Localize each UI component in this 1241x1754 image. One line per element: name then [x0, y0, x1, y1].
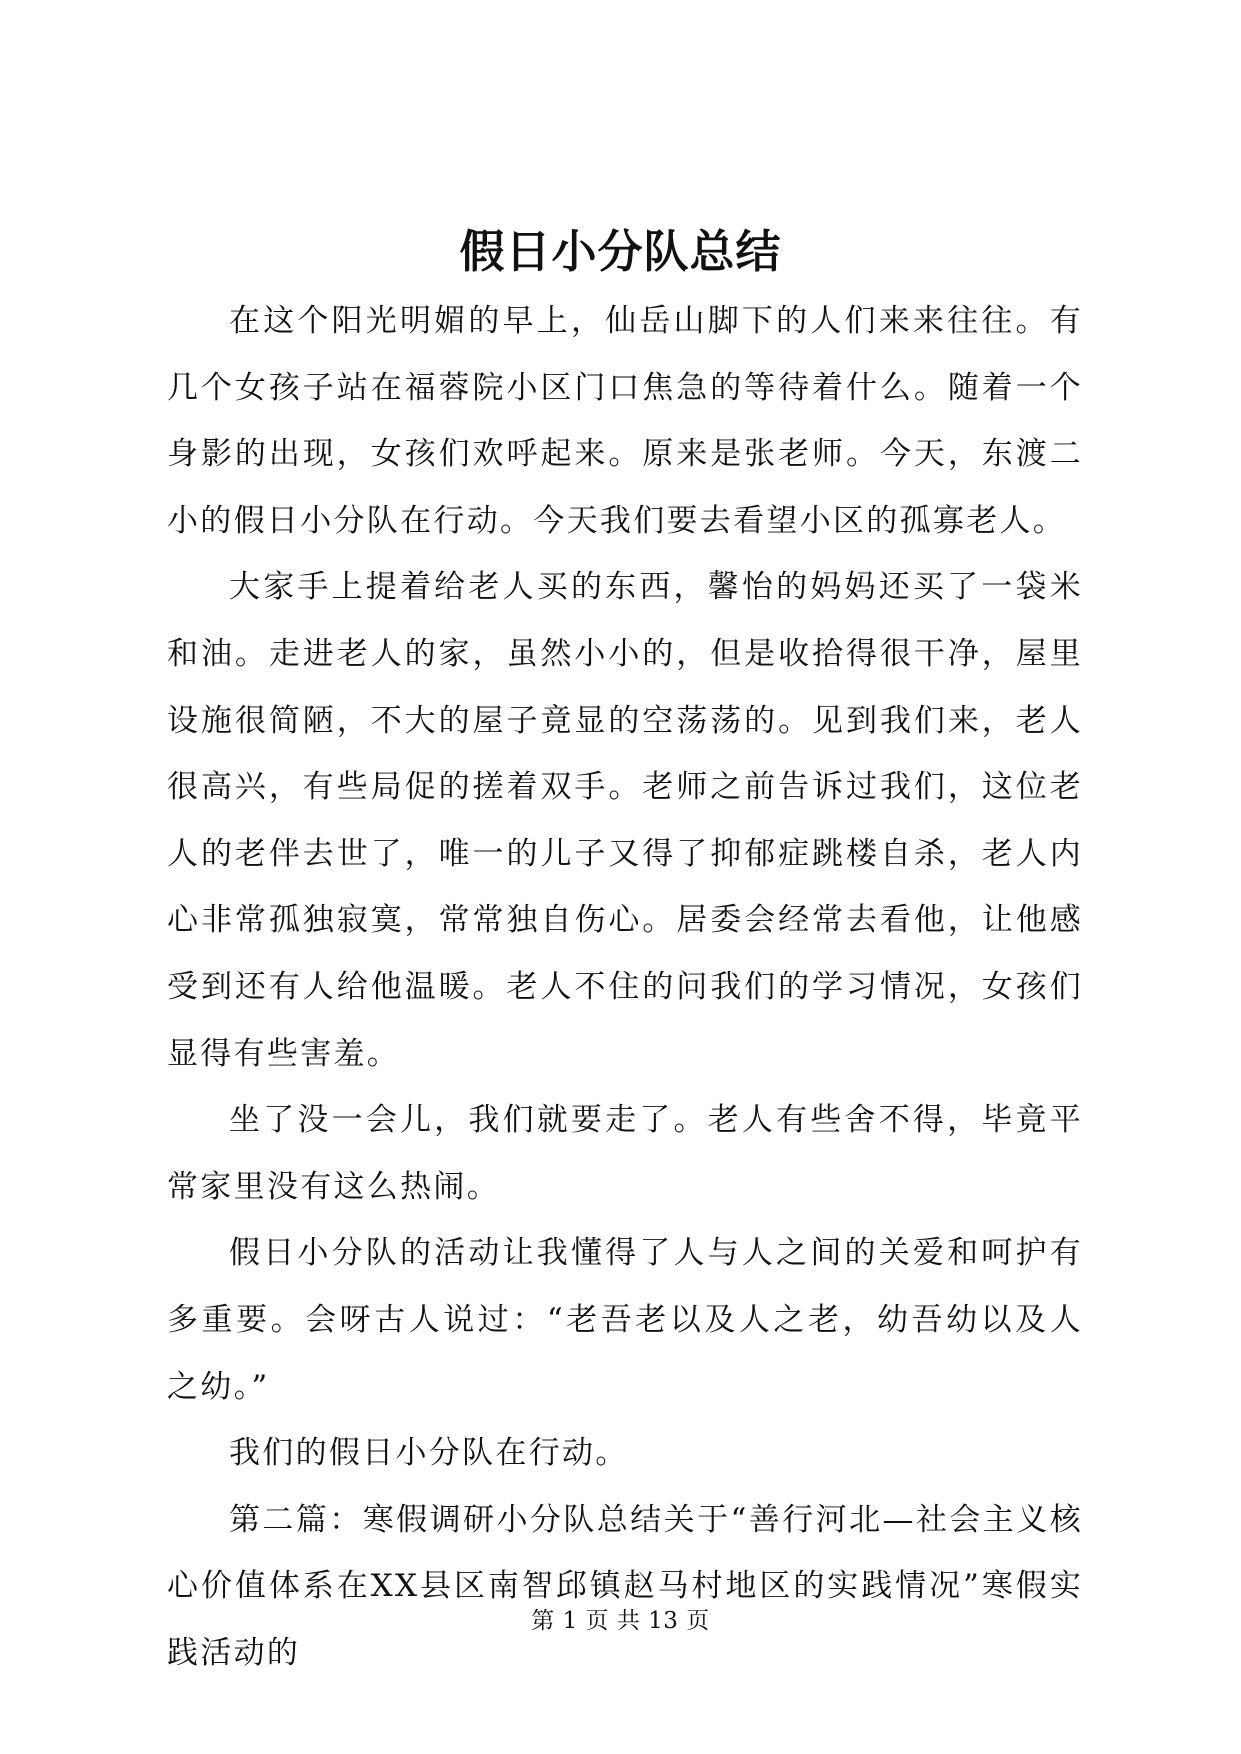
paragraph-3: 坐了没一会儿，我们就要走了。老人有些舍不得，毕竟平常家里没有这么热闹。	[167, 1102, 1083, 1205]
paragraph-2: 大家手上提着给老人买的东西，馨怡的妈妈还买了一袋米和油。走进老人的家，虽然小小的，但是收拾得很干净，屋里设施很简陋，不大的屋子竟显的空荡荡的。见到我们来，老人很高兴，有些局促的搓着双手。老师之前告诉过我们，这位老人的老伴去世了，唯一的儿子又得了抑郁症跳楼自杀，老人内心非常孤独寂寞，常常独自伤心。居委会经常去看他，让他感受到还有人给他温暖。老人不住的问我们的学习情况，女孩们显得有些害羞。	[167, 569, 1083, 1072]
paragraph-1: 在这个阳光明媚的早上，仙岳山脚下的人们来来往往。有几个女孩子站在福蓉院小区门口焦急的等待着什么。随着一个身影的出现，女孩们欢呼起来。原来是张老师。今天，东渡二小的假日小分队在行动。今天我们要去看望小区的孤寡老人。	[167, 303, 1083, 539]
paragraph-6: 第二篇：寒假调研小分队总结关于“善行河北—社会主义核心价值体系在XX县区南智邱镇赵马村地区的实践情况”寒假实践活动的	[167, 1501, 1083, 1671]
paragraph-4: 假日小分队的活动让我懂得了人与人之间的关爱和呵护有多重要。会呀古人说过：“老吾老以及人之老，幼吾幼以及人之幼。”	[167, 1235, 1083, 1405]
document-body	[167, 288, 1083, 1686]
page-number-footer: 第 1 页 共 13 页	[531, 1608, 710, 1634]
paragraph-5: 我们的假日小分队在行动。	[229, 1435, 629, 1472]
document-title: 假日小分队总结	[459, 225, 782, 278]
